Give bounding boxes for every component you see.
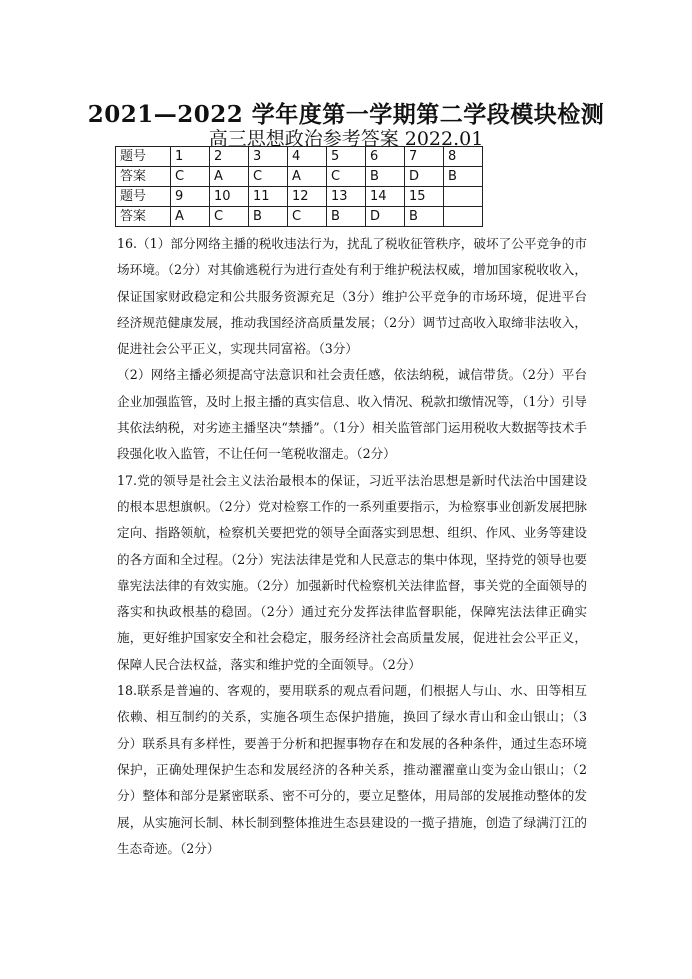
answer-18: 18.联系是普遍的、客观的，要用联系的观点看问题，们根据人与山、水、田等相互依赖、相互制约的关系，实施各项生态保护措施，换回了绿水青山和金山银山；（3分）联系具有多样性，要善于分析和把握事物存在和发展的各种条件，通过生态环境保护，正确处理保护生态和发展经济的各种关系，推动濯濯童山变为金山银山；（2分）整体和部分是紧密联系、密不可分的，要立足整体，用局部的发展推动整体的发展，从实施河长制、林长制到整体推进生态县建设的一揽子措施，创造了绿满汀江的生态奇迹。（2分） (117, 683, 587, 856)
table-cell: B (444, 167, 483, 187)
table-cell: A (288, 167, 327, 187)
answer-table (115, 146, 483, 227)
table-row (116, 187, 483, 207)
row-label: 答案 (116, 167, 171, 187)
table-cell: 6 (366, 147, 405, 167)
table-cell: B (327, 207, 366, 227)
table-cell: 15 (405, 187, 444, 207)
answer-16-2: （2）网络主播必须提高守法意识和社会责任感，依法纳税，诚信带货。（2分）平台企业加强监管，及时上报主播的真实信息、收入情况、税款扣缴情况等，（1分）引导其依法纳税，对劣迹主播坚决“禁播”。（1分）相关监管部门运用税收大数据等技术手段强化收入监管，不让任何一笔税收溜走。（2分） (117, 367, 587, 462)
row-label: 题号 (116, 187, 171, 207)
table-cell: 7 (405, 147, 444, 167)
table-row (116, 207, 483, 227)
table-cell: 8 (444, 147, 483, 167)
table-cell (444, 207, 483, 227)
document-title: 2021—2022 学年度第一学期第二学段模块检测 (87, 101, 605, 128)
table-cell: 9 (171, 187, 210, 207)
table-cell: 2 (210, 147, 249, 167)
row-label: 答案 (116, 207, 171, 227)
table-cell: 11 (249, 187, 288, 207)
table-cell: 12 (288, 187, 327, 207)
answer-16-1: 16.（1）部分网络主播的税收违法行为，扰乱了税收征管秩序，破坏了公平竞争的市场环境。（2分）对其偷逃税行为进行查处有利于维护税法权威，增加国家税收收入，保证国家财政稳定和公共服务资源充足（3分）维护公平竞争的市场环境，促进平台经济规范健康发展，推动我国经济高质量发展；（2分）调节过高收入取缔非法收入，促进社会公平正义，实现共同富裕。（3分） (117, 236, 587, 357)
table-cell: C (327, 167, 366, 187)
table-cell: 14 (366, 187, 405, 207)
table-row (116, 147, 483, 167)
table-cell: B (366, 167, 405, 187)
table-cell (444, 187, 483, 207)
table-cell: 10 (210, 187, 249, 207)
table-cell: D (405, 167, 444, 187)
table-cell: 1 (171, 147, 210, 167)
table-cell: C (171, 167, 210, 187)
document-subtitle: 高三思想政治参考答案 2022.01 (208, 128, 484, 150)
table-row (116, 167, 483, 187)
table-cell: 4 (288, 147, 327, 167)
table-cell: C (210, 207, 249, 227)
table-cell: 13 (327, 187, 366, 207)
table-cell: 5 (327, 147, 366, 167)
table-cell: B (249, 207, 288, 227)
table-cell: A (210, 167, 249, 187)
answer-17: 17.党的领导是社会主义法治最根本的保证，习近平法治思想是新时代法治中国建设的根本思想旗帜。（2分）党对检察工作的一系列重要指示，为检察事业创新发展把脉定向、指路领航，检察机关要把党的领导全面落实到思想、组织、作风、业务等建设的各方面和全过程。（2分）宪法法律是党和人民意志的集中体现，坚持党的领导也要靠宪法法律的有效实施。（2分）加强新时代检察机关法律监督，事关党的全面领导的落实和执政根基的稳固。（2分）通过充分发挥法律监督职能，保障宪法法律正确实施，更好维护国家安全和社会稳定，服务经济社会高质量发展，促进社会公平正义，保障人民合法权益，落实和维护党的全面领导。（2分） (117, 472, 587, 672)
table-cell: A (171, 207, 210, 227)
answer-body (117, 231, 587, 862)
table-cell: B (405, 207, 444, 227)
table-cell: C (288, 207, 327, 227)
table-cell: 3 (249, 147, 288, 167)
row-label: 题号 (116, 147, 171, 167)
table-cell: D (366, 207, 405, 227)
table-cell: C (249, 167, 288, 187)
